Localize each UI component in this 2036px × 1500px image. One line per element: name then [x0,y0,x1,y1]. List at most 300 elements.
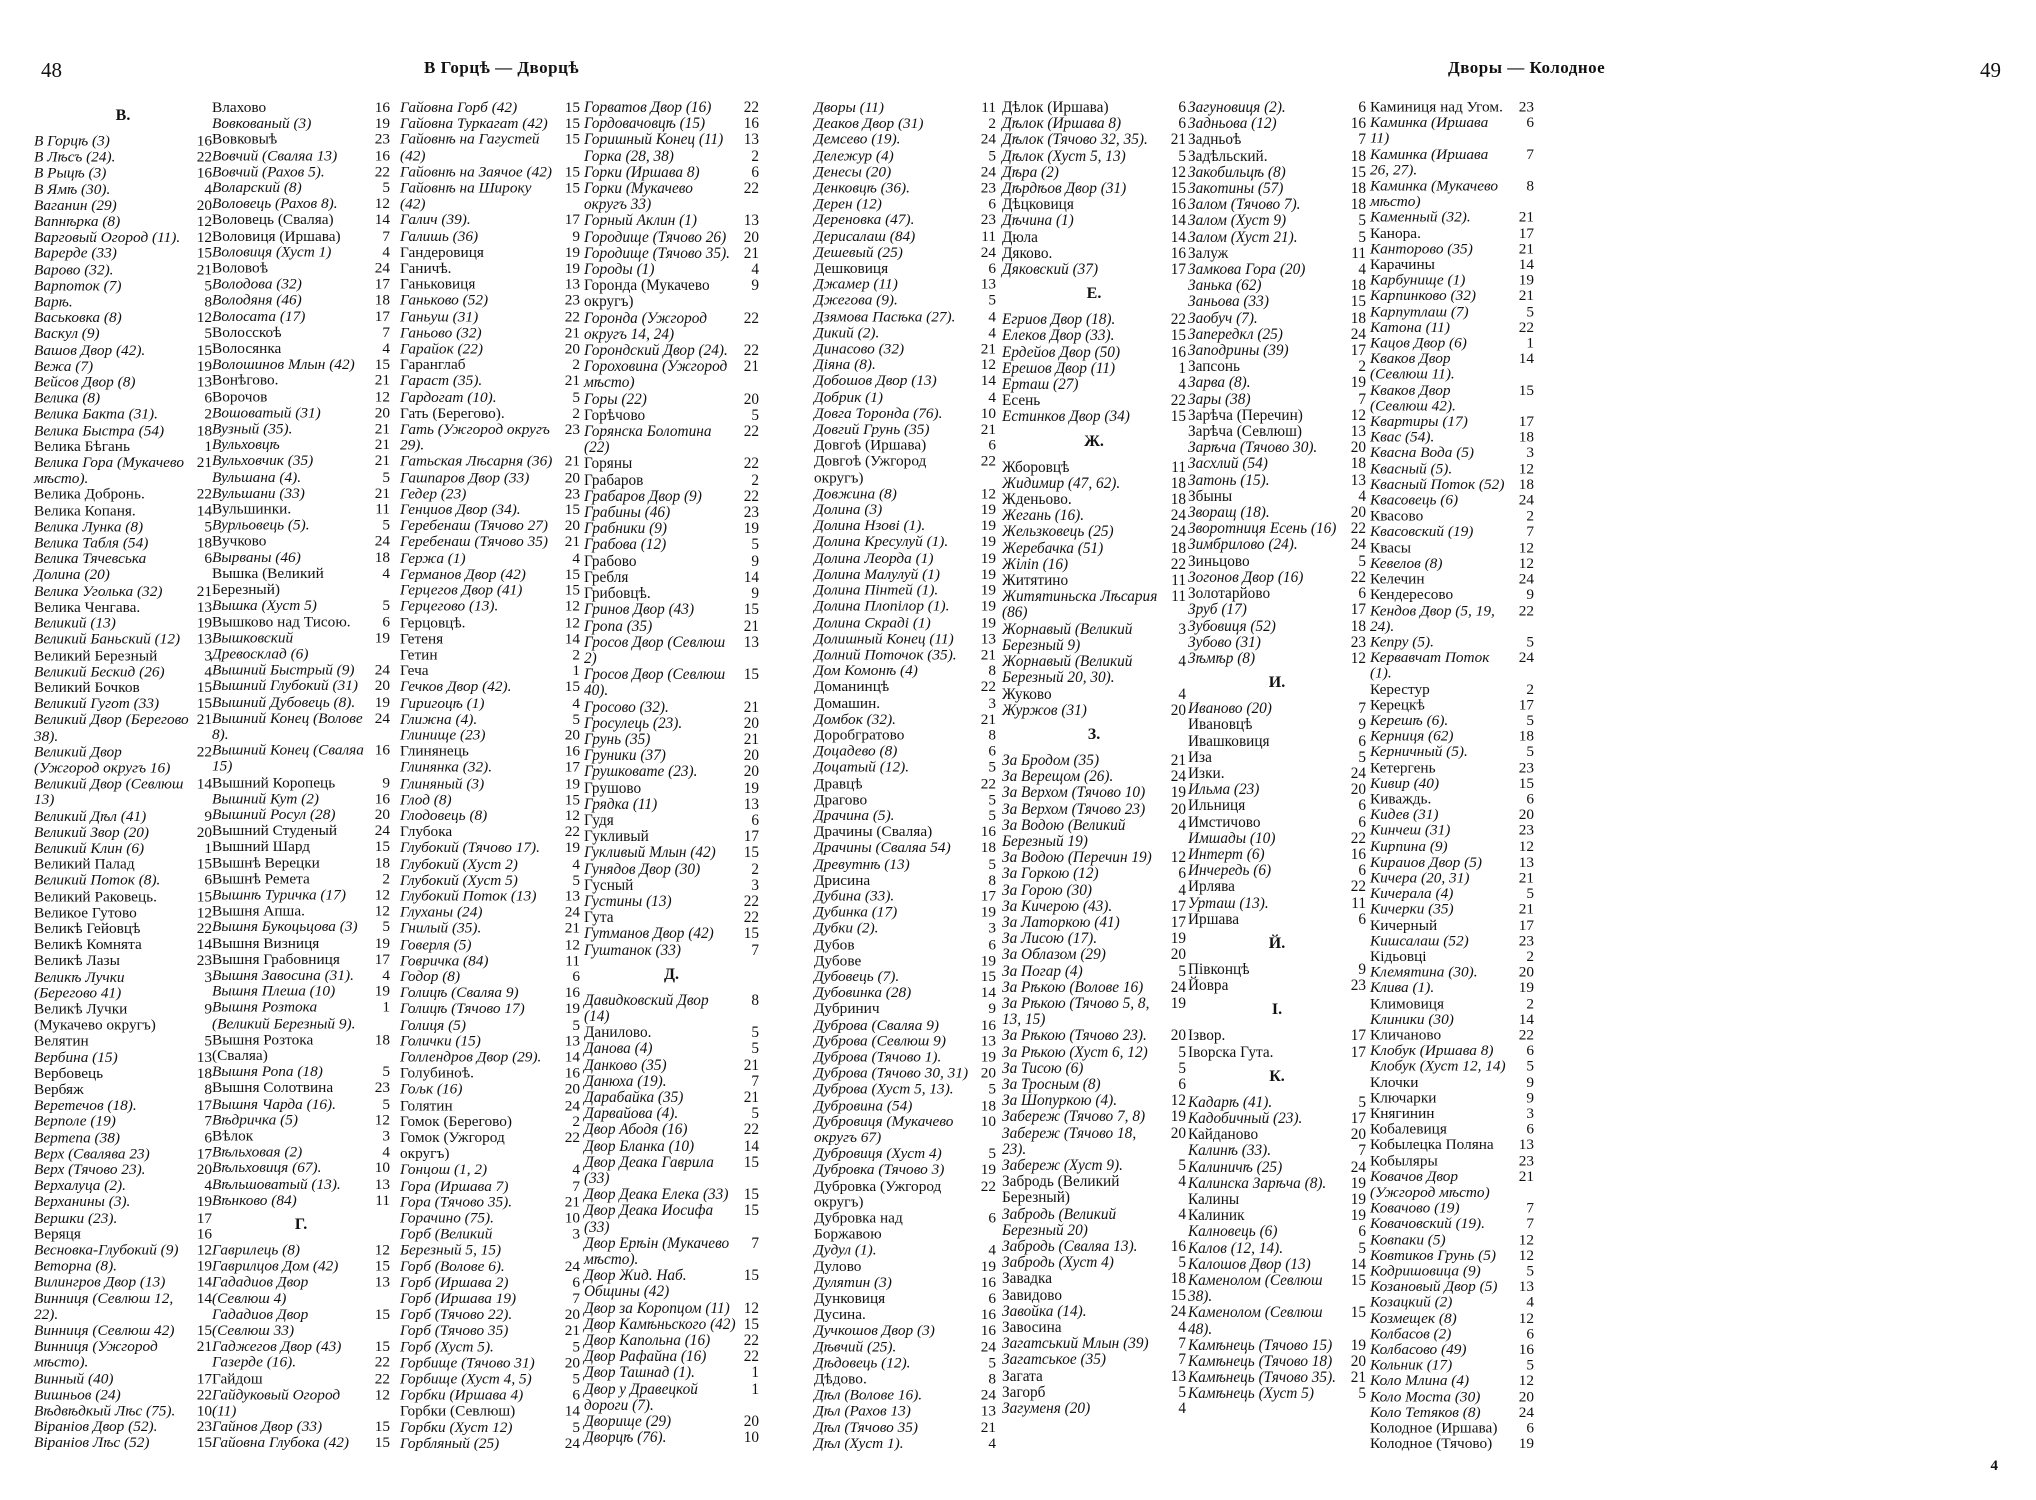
map-sheet-number: 12 [1170,849,1186,867]
place-name: Забродь (Великий Березный) [1002,1173,1120,1207]
left-column-2 [212,100,390,1452]
place-name: Галич (39). [400,211,471,229]
map-sheet-number: 17 [374,275,390,293]
index-entry [584,570,759,586]
map-sheet-number: 15 [743,1267,759,1285]
index-entry [814,953,996,969]
place-name: Горбки (Хуст 12) [400,1418,513,1436]
index-entry [1002,262,1186,278]
index-entry [584,505,759,521]
index-entry [34,1066,212,1082]
index-entry [212,936,390,952]
index-entry [814,728,996,744]
map-sheet-number: 12 [196,904,212,922]
map-sheet-number: 20 [1170,1027,1186,1045]
place-name: Дешевый (25) [814,243,903,261]
place-name: Загорб [1002,1383,1046,1401]
place-name: Ганьковиця [400,276,476,293]
map-sheet-number: 22 [743,892,759,910]
map-sheet-number: 17 [1350,1043,1366,1061]
map-sheet-number: 18 [1170,539,1186,557]
index-entry [584,1365,759,1381]
index-entry [400,615,580,631]
map-sheet-number: 2 [572,1113,580,1130]
place-name: Вышний Конец (Сваляа 15) [212,741,364,775]
map-sheet-number: 14 [196,936,212,954]
place-name: Кичерный [1370,916,1438,934]
index-entry [34,1178,212,1194]
index-entry [212,775,390,791]
map-sheet-number: 14 [743,1137,759,1155]
place-name: Варово (32). [34,261,114,279]
place-name: Гропа (35) [584,617,653,635]
place-name: Германов Двор (42) [400,565,526,583]
place-name: Гетеня [400,630,444,648]
map-sheet-number: 6 [1526,114,1534,132]
map-sheet-number: 21 [1170,751,1186,769]
place-name: Каминиця над Угом. [1370,99,1503,116]
map-sheet-number: 1 [382,999,390,1016]
index-entry [814,116,996,132]
map-sheet-number: 6 [1526,1325,1534,1343]
map-sheet-number: 2 [988,115,996,132]
map-sheet-number: 16 [1170,1238,1186,1255]
map-sheet-number: 23 [1350,633,1366,651]
map-sheet-number: 17 [1170,913,1186,931]
index-entry [814,921,996,937]
map-sheet-number: 19 [743,779,759,797]
place-name: Камѣнець (Тячово 15) [1188,1336,1333,1354]
map-sheet-number: 6 [1178,1075,1186,1093]
index-entry [584,732,759,748]
place-name: Вышний Дубовець (8). [212,693,356,711]
map-sheet-number: 24 [1518,492,1534,509]
place-name: Ивашковиця [1188,732,1270,750]
place-name: Грабины (46) [584,504,671,522]
index-entry [814,180,996,196]
index-entry [1188,1224,1366,1240]
place-name: Вырваны (46) [212,549,301,566]
index-entry [34,1387,212,1403]
place-name: Дуброва (Тячово 1). [814,1048,942,1066]
map-sheet-number: 6 [204,389,212,407]
place-name: Калинѣ (33). [1188,1142,1272,1160]
place-name: Володяня (46) [212,291,302,309]
map-sheet-number: 13 [196,1048,212,1066]
map-sheet-number: 14 [980,984,996,1002]
map-sheet-number: 5 [1526,712,1534,729]
map-sheet-number: 21 [196,261,212,279]
map-sheet-number: 15 [196,1434,212,1452]
place-name: Жуково [1002,685,1052,703]
map-sheet-number: 11 [981,227,996,245]
place-name: Жденьово. [1002,491,1072,509]
index-entry [1188,1370,1366,1386]
index-entry [814,1323,996,1339]
index-entry [1370,1437,1534,1453]
place-name: Урташ (13). [1188,894,1269,912]
place-name: Горки (Мукачево округъ 33) [584,180,693,214]
index-entry [34,600,212,616]
index-entry [814,132,996,148]
place-name: Горб (Иршава 2) [400,1274,509,1291]
map-sheet-number: 15 [564,115,580,132]
place-name: Денесы (20) [814,163,892,181]
map-sheet-number: 14 [743,568,759,586]
map-sheet-number: 6 [1358,732,1366,750]
place-name: Кобыляры [1370,1152,1438,1170]
place-name: Залом (Хуст 21). [1188,228,1298,246]
place-name: Великѣ Лазы [34,952,120,970]
place-name: Велика Тячевська Долина (20) [34,550,147,584]
index-entry [212,743,390,775]
index-entry [400,889,580,905]
index-entry [34,1098,212,1114]
index-entry [1002,197,1186,213]
index-entry [1002,149,1186,165]
map-sheet-number: 11 [375,500,390,518]
place-name: Гарайок (22) [400,340,484,358]
place-name: Гайовнѣ на Заячое (42) [400,163,552,181]
place-name: Геребенаш (Тячово 35) [400,533,548,551]
place-name: Городище (Тячово 35). [584,244,730,262]
index-entry [814,341,996,357]
index-entry [584,149,759,165]
place-name: Иза [1188,748,1212,766]
index-entry [34,873,212,889]
map-sheet-number: 5 [988,855,996,873]
place-name: Велика Ченгава. [34,598,141,616]
index-entry [34,294,212,310]
index-entry [584,1025,759,1041]
place-name: Вашов Двор (42). [34,341,146,359]
map-sheet-number: 22 [374,163,390,181]
index-entry [1370,100,1534,116]
place-name: Вышнѣ Ремета [212,870,310,888]
place-name: Залом (Тячово 7). [1188,196,1301,214]
place-name: Грядка (11) [584,795,658,813]
place-name: Великий Раковець. [34,888,157,905]
map-sheet-number: 18 [1518,429,1534,446]
place-name: Ильма (23) [1188,781,1260,799]
place-name: Забереж (Тячово 18, 23). [1002,1124,1137,1158]
place-name: Дѣцковиця [1002,196,1074,214]
map-sheet-number: 20 [374,677,390,695]
map-sheet-number: 7 [1178,1335,1186,1353]
place-name: Камѣнець (Тячово 18) [1188,1353,1333,1371]
map-sheet-number: 15 [1170,180,1186,198]
index-entry [1188,1208,1366,1224]
index-entry [1370,588,1534,604]
place-name: Закотины (57) [1188,180,1284,198]
map-sheet-number: 22 [196,1386,212,1404]
place-name: Великий Баньский (12) [34,630,181,648]
index-entry [1002,1093,1186,1109]
index-entry [1370,1421,1534,1437]
index-entry [1188,815,1366,831]
place-name: В Ямѣ (30). [34,180,111,198]
map-sheet-number: 7 [1358,700,1366,718]
index-entry [34,648,212,664]
map-sheet-number: 20 [1350,1126,1366,1144]
map-sheet-number: 21 [374,372,390,390]
index-entry [1002,947,1186,963]
place-name: Дунковиця [814,1290,886,1308]
place-name: Кишсалаш (52) [1370,932,1469,950]
place-name: Вучково [212,532,267,550]
map-sheet-number: 24 [374,259,390,277]
map-sheet-number: 16 [374,790,390,807]
map-sheet-number: 18 [1350,455,1366,473]
index-entry [1370,1358,1534,1374]
index-entry [212,1064,390,1080]
place-name: Зиньцово [1188,552,1250,570]
index-entry [584,635,759,667]
index-entry [400,679,580,695]
map-sheet-number: 5 [988,807,996,825]
place-name: Зарѣча (Тячово 30). [1188,439,1318,457]
index-entry [1002,1028,1186,1044]
map-sheet-number: 16 [1350,115,1366,133]
map-sheet-number: 18 [374,1031,390,1049]
place-name: Двор Деака Иосифа (33) [584,1202,714,1236]
place-name: Горб (Великий Березный 5, 15) [400,1225,502,1259]
index-entry [212,293,390,309]
map-sheet-number: 15 [1170,1286,1186,1304]
map-sheet-number: 22 [196,743,212,761]
place-name: За Рѣкою (Тячово 23). [1002,1027,1147,1045]
index-entry [34,1419,212,1435]
place-name: Кваков Двор (Севлюш 11). [1370,350,1455,383]
map-sheet-number: 17 [1518,224,1534,242]
map-sheet-number: 22 [1170,311,1186,329]
place-name: Катона (11) [1370,319,1450,336]
map-sheet-number: 24 [1170,768,1186,786]
index-entry [814,374,996,390]
place-name: Гукливый [584,828,649,846]
place-name: Вышня Апша. [212,902,305,920]
map-sheet-number: 24 [1170,978,1186,996]
map-sheet-number: 15 [1350,163,1366,181]
index-entry [212,1032,390,1064]
index-entry [1002,1352,1186,1368]
index-entry [814,1162,996,1178]
map-sheet-number: 18 [374,291,390,309]
map-sheet-number: 19 [374,693,390,711]
map-sheet-number: 24 [1170,523,1186,541]
map-sheet-number: 20 [564,1354,580,1372]
map-sheet-number: 19 [1350,1174,1366,1192]
map-sheet-number: 6 [572,1386,580,1404]
index-entry [1188,1127,1366,1143]
index-entry [34,937,212,953]
place-name: Діяна (8). [814,356,876,374]
place-name: Ганичѣ. [400,259,452,277]
index-entry [1370,886,1534,902]
map-sheet-number: 21 [1170,131,1186,149]
index-entry [1188,505,1366,521]
index-entry [584,781,759,797]
place-name: Грушковате (23). [584,763,698,781]
place-name: Геребенаш (Тячово 27) [400,517,548,535]
place-name: Жегань (16). [1002,507,1085,525]
left-page-number: 48 [41,58,62,82]
index-entry [814,406,996,422]
index-entry [1370,1107,1534,1123]
map-sheet-number: 12 [1518,1247,1534,1264]
signature-mark: 4 [1990,1458,1998,1474]
map-sheet-number: 5 [1178,1383,1186,1401]
index-entry [34,664,212,680]
place-name: За Рѣкою (Тячово 5, 8, 13, 15) [1002,994,1150,1029]
place-name: Довжина (8) [814,485,897,503]
left-column-3 [400,100,580,1452]
index-entry [212,309,390,325]
index-entry [584,213,759,229]
place-name: Гашпаров Двор (33) [400,469,530,487]
index-entry [212,373,390,389]
index-entry [400,1211,580,1227]
place-name: Вейсов Двор (8) [34,373,136,391]
map-sheet-number: 15 [374,1305,390,1323]
map-sheet-number: 16 [743,115,759,133]
place-name: Забереж (Тячово 7, 8) [1002,1108,1146,1126]
index-entry [400,325,580,341]
map-sheet-number: 19 [743,520,759,538]
place-name: Дарвайова (4). [584,1105,679,1123]
place-name: Кепру (5). [1370,633,1434,651]
index-entry [1188,327,1366,343]
index-entry [584,1268,759,1300]
index-entry [1188,375,1366,391]
map-sheet-number: 12 [980,485,996,503]
index-entry [1002,1288,1186,1304]
map-sheet-number: 9 [1358,960,1366,978]
index-entry [814,599,996,615]
place-name: Глубокий (Тячово 17). [400,839,540,857]
map-sheet-number: 14 [1350,1255,1366,1273]
index-entry [1370,808,1534,824]
place-name: Вульшана (4). [212,468,302,486]
index-entry [814,551,996,567]
index-entry [1370,147,1534,178]
place-name: Волосскоѣ [212,324,282,341]
map-sheet-number: 12 [564,597,580,615]
map-sheet-number: 4 [988,308,996,326]
index-entry [34,777,212,809]
place-name: Густины (13) [584,892,672,910]
map-sheet-number: 21 [196,711,212,729]
map-sheet-number: 24 [980,163,996,181]
place-name: Кичера (20, 31) [1370,869,1470,887]
index-entry [212,100,390,116]
index-entry [212,1436,390,1452]
map-sheet-number: 7 [751,1072,759,1090]
index-entry [1370,242,1534,258]
index-entry [1370,1075,1534,1091]
place-name: Вышний Быстрый (9) [212,661,355,679]
map-sheet-number: 19 [980,501,996,519]
place-name: Кодришовица (9) [1370,1262,1481,1280]
index-entry [1370,1374,1534,1390]
place-name: Гайовнѣ на Широку (42) [400,179,532,213]
map-sheet-number: 18 [1350,196,1366,214]
place-name: Гандеровиця [400,243,484,261]
place-name: Залом (Хуст 9) [1188,212,1287,230]
index-entry [400,647,580,663]
place-name: За Горкою (12) [1002,865,1099,883]
map-sheet-number: 6 [572,968,580,986]
map-sheet-number: 15 [1350,1304,1366,1322]
map-sheet-number: 13 [374,1175,390,1193]
map-sheet-number: 6 [751,163,759,181]
index-entry [400,1291,580,1307]
map-sheet-number: 18 [196,422,212,439]
place-name: Великий Клин (6) [34,839,145,857]
index-entry [400,1066,580,1082]
place-name: Кичерки (35) [1370,901,1454,918]
index-entry [584,845,759,861]
index-entry [1370,635,1534,651]
place-name: Долний Поточок (35). [814,646,957,664]
index-entry [34,1162,212,1178]
place-name: Вульховчик (35) [212,452,314,470]
index-entry [400,390,580,406]
map-sheet-number: 5 [751,536,759,554]
map-sheet-number: 22 [1350,520,1366,538]
place-name: Запсонь [1188,358,1241,376]
index-entry [212,1259,390,1275]
index-entry [34,1114,212,1130]
index-entry [584,311,759,343]
map-sheet-number: 13 [743,633,759,651]
index-entry [212,341,390,357]
map-sheet-number: 24 [564,1096,580,1114]
map-sheet-number: 23 [743,504,759,522]
place-name: Вышковский Древосклад (6) [212,629,309,663]
place-name: Забродь (Сваляа 13). [1002,1238,1138,1255]
place-name: Дубовинка (28) [814,984,912,1002]
index-entry [212,389,390,405]
place-name: Дубринич [814,1000,880,1018]
place-name: Вышня Плеша (10) [212,982,336,1000]
place-name: Влахово [212,99,267,116]
index-entry [34,680,212,696]
index-entry [212,550,390,566]
index-entry [1188,1176,1366,1192]
place-name: Завойка (14). [1002,1302,1087,1320]
map-sheet-number: 2 [751,147,759,165]
map-sheet-number: 20 [196,823,212,841]
place-name: Грабаров Двор (9) [584,487,702,505]
index-entry [400,921,580,937]
index-entry [400,502,580,518]
map-sheet-number: 22 [374,1354,390,1372]
index-entry [400,857,580,873]
map-sheet-number: 17 [1518,916,1534,934]
place-name: Керешѣ (6). [1370,712,1449,729]
map-sheet-number: 7 [572,1290,580,1308]
index-entry [400,985,580,1001]
map-sheet-number: 13 [564,1032,580,1050]
map-sheet-number: 24 [1350,764,1366,782]
index-entry [400,358,580,374]
place-name: Зимбрилово (24). [1188,536,1298,554]
map-sheet-number: 19 [1350,1336,1366,1354]
index-entry [400,1098,580,1114]
place-name: Голубиноѣ. [400,1064,474,1082]
map-sheet-number: 13 [564,887,580,905]
